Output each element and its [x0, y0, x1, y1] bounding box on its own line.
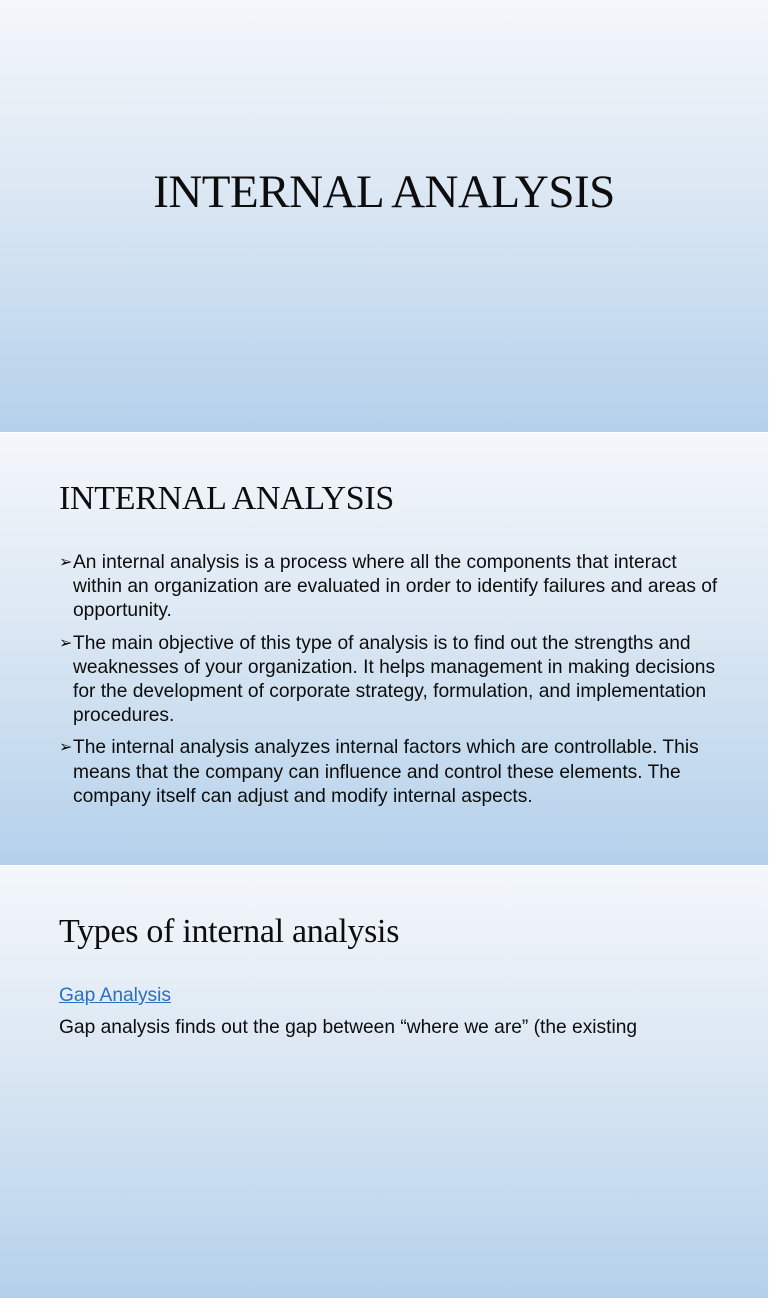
arrow-bullet-icon: ➢ [59, 554, 73, 571]
body-text: Gap analysis finds out the gap between “where we are” (the existing [59, 1017, 638, 1038]
arrow-bullet-icon: ➢ [59, 634, 73, 652]
bullet-item [59, 632, 719, 729]
title-slide [0, 0, 768, 432]
gap-analysis-link[interactable]: Gap Analysis [59, 985, 171, 1006]
bullet-text: The main objective of this type of analysis is to find out the strengths and weaknesses of your organization. It helps management in making decisions for the development of corporate strategy, formulation, and implementation procedures. [73, 632, 716, 727]
bullet-text: The internal analysis analyzes internal factors which are controllable. This means that the company can influence and control these elements. The company itself can adjust and modify internal aspects. [73, 737, 699, 807]
bullet-list [59, 551, 719, 817]
slide-title: INTERNAL ANALYSIS [153, 166, 615, 218]
content-slide [0, 433, 768, 865]
slide-heading: INTERNAL ANALYSIS [59, 480, 394, 517]
bullet-item [59, 736, 719, 809]
slide-heading: Types of internal analysis [59, 913, 400, 950]
bullet-item [59, 551, 719, 624]
arrow-bullet-icon: ➢ [59, 739, 73, 757]
content-slide [0, 866, 768, 1298]
bullet-text: An internal analysis is a process where all the components that interact within an organization are evaluated in order to identify failures and areas of opportunity. [73, 552, 718, 622]
